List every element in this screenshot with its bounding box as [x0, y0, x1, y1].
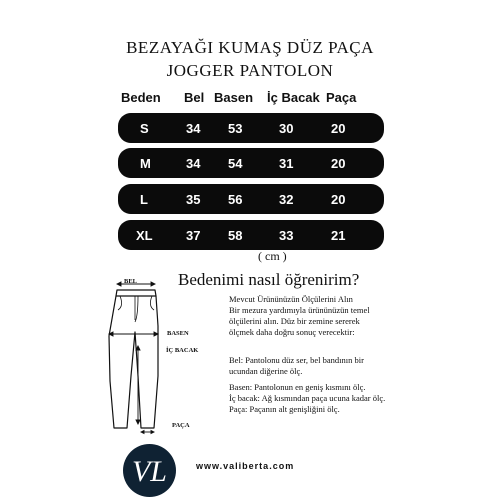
inseam-cell: 32 — [279, 192, 294, 207]
header-size: Beden — [121, 90, 161, 105]
size-row — [118, 184, 384, 214]
instruction-line: ucundan diğerine ölç. — [229, 366, 303, 376]
header-hip: Basen — [214, 90, 254, 105]
brand-logo — [122, 443, 177, 498]
waist-cell: 37 — [186, 228, 201, 243]
title-line-2: JOGGER PANTOLON — [166, 61, 334, 80]
size-row — [118, 113, 384, 143]
size-cell: XL — [136, 228, 153, 243]
hip-cell: 53 — [228, 121, 243, 136]
hem-cell: 20 — [331, 156, 346, 171]
pants-diagram — [100, 276, 190, 436]
hip-diagram-label: BASEN — [167, 330, 189, 337]
header-waist: Bel — [184, 90, 205, 105]
hip-cell: 54 — [228, 156, 243, 171]
instruction-line: ölçmek daha doğru sonuç verecektir: — [229, 327, 355, 337]
unit-label: ( cm ) — [258, 249, 287, 263]
hem-diagram-label: PAÇA — [172, 422, 190, 429]
instruction-line: Mevcut Ürününüzün Ölçülerini Alın — [229, 294, 353, 304]
inseam-diagram-label: İÇ BACAK — [166, 347, 199, 354]
hip-cell: 58 — [228, 228, 243, 243]
size-cell: M — [140, 156, 151, 171]
hem-cell: 20 — [331, 192, 346, 207]
size-cell: L — [140, 192, 148, 207]
how-to-measure-heading: Bedenimi nasıl öğrenirim? — [178, 270, 360, 289]
instruction-line: Paça: Paçanın alt genişliğini ölç. — [229, 404, 340, 414]
logo-text: VL — [131, 455, 168, 488]
instruction-line: Bir mezura yardımıyla ürününüzün temel — [229, 305, 370, 315]
website-url: www.valiberta.com — [196, 461, 295, 471]
size-row — [118, 220, 384, 250]
size-table-header — [0, 90, 500, 110]
hip-cell: 56 — [228, 192, 243, 207]
waist-cell: 34 — [186, 121, 201, 136]
waist-cell: 34 — [186, 156, 201, 171]
header-hem: Paça — [326, 90, 357, 105]
hem-cell: 20 — [331, 121, 346, 136]
instruction-line: Bel: Pantolonu düz ser, bel bandının bir — [229, 355, 364, 365]
title-line-1: BEZAYAĞI KUMAŞ DÜZ PAÇA — [126, 38, 374, 57]
waist-cell: 35 — [186, 192, 201, 207]
inseam-cell: 30 — [279, 121, 294, 136]
instruction-line: İç bacak: Ağ kısmından paça ucuna kadar ölç. — [229, 393, 386, 403]
waist-diagram-label: BEL — [124, 278, 138, 285]
size-cell: S — [140, 121, 149, 136]
inseam-cell: 33 — [279, 228, 294, 243]
inseam-cell: 31 — [279, 156, 294, 171]
instruction-line: Basen: Pantolonun en geniş kısmını ölç. — [229, 382, 366, 392]
instruction-line: ölçülerini alın. Düz bir zemine sererek — [229, 316, 360, 326]
hem-cell: 21 — [331, 228, 346, 243]
size-row — [118, 148, 384, 178]
header-inseam: İç Bacak — [267, 90, 320, 105]
